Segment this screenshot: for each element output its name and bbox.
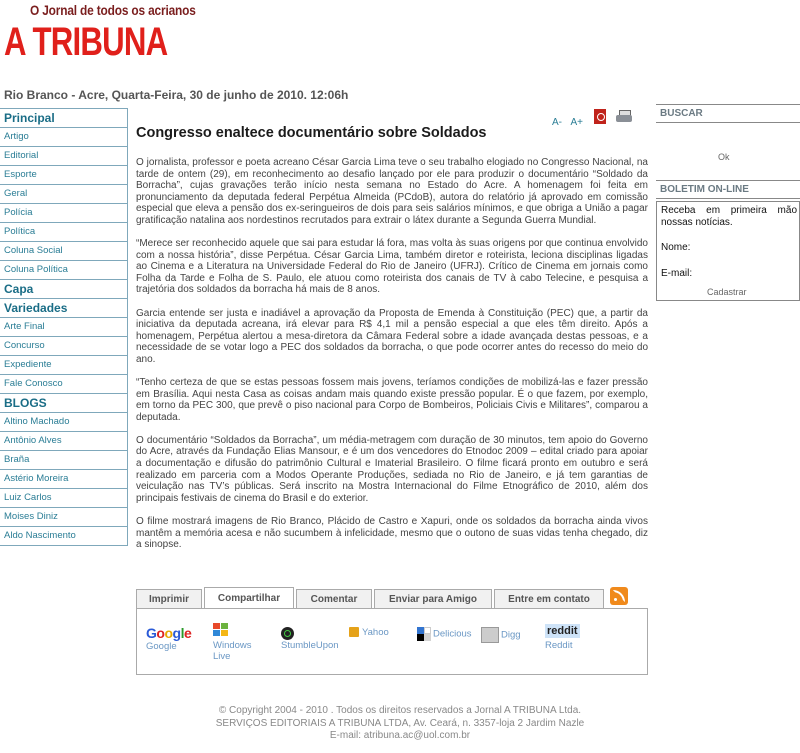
nav-item-altino-machado[interactable]: Altino Machado [0, 413, 128, 432]
share-stumbleupon[interactable] [281, 627, 339, 651]
reddit-logo-icon: reddit [547, 625, 578, 637]
newsletter-email-label: E-mail: [661, 268, 693, 279]
font-smaller-button[interactable]: A- [552, 117, 562, 128]
footer-email[interactable]: E-mail: atribuna.ac@uol.com.br [329, 730, 471, 741]
share-reddit-label: Reddit [545, 640, 573, 651]
tab-entre-em-contato[interactable]: Entre em contato [494, 589, 604, 609]
share-google[interactable] [146, 625, 191, 652]
printer-icon[interactable] [616, 110, 632, 124]
digg-icon [481, 627, 499, 643]
nav-item-coluna-politica[interactable]: Coluna Política [0, 261, 128, 280]
tab-imprimir[interactable]: Imprimir [136, 589, 202, 609]
article-toolbar [552, 112, 587, 130]
pdf-icon[interactable] [594, 109, 606, 124]
article-paragraph: “Merece ser reconhecido aquele que sai para estudar lá fora, mas volta às suas origens por que continua envolvido com a nossa história”, disse Perpétua. César Garcia Lima, também diretor e roteirista, leciona disciplinas ligadas ao Cinema e a Literatura na Universidade Federal do Rio de Janeiro (UFRJ). Crítico de Cinema em jornais como Folha da Tarde e Folha de S. Paulo, ele atuou como roteirista dos canais de TV à cabo Telecine, e pesquisa a trajetória dos soldados da borracha há mais de 8 anos. [136, 238, 648, 296]
nav-item-fale-conosco[interactable]: Fale Conosco [0, 375, 128, 394]
share-delicious[interactable] [417, 627, 472, 641]
share-yahoo-label: Yahoo [362, 627, 389, 638]
newsletter-name-label: Nome: [661, 242, 691, 253]
newsletter-heading: BOLETIM ON-LINE [656, 180, 800, 199]
share-windows-live[interactable] [213, 623, 261, 662]
share-yahoo[interactable] [349, 627, 389, 638]
newsletter-submit-button[interactable]: Cadastrar [707, 287, 747, 297]
article-paragraph: O documentário “Soldados da Borracha”, um média-metragem com duração de 30 minutos, tem apoio do Governo do Acre, através da Fundação Elias Mansour, e é um dos vencedores do Etnodoc 2009 – edital criado para apoiar a documentação e difusão do patrimônio Cultural e Imaterial Brasileiro. O filme ficará pronto em outubro e será realizado em parceria com a Modos Operante Produções, sediada no Rio de Janeiro, e já tem garantias de veiculação nas TV’s públicas. Será inscrito na Mostra Internacional do Filme Etnográfico de 2010, além dos principais festivais de cinema do Brasil e do exterior. [136, 434, 648, 504]
nav-heading-blogs: BLOGS [0, 394, 128, 413]
newsletter-description: Receba em primeira mão nossas notícias. [661, 205, 797, 228]
nav-item-arte-final[interactable]: Arte Final [0, 318, 128, 337]
rss-icon[interactable] [610, 587, 628, 605]
newsletter-form [656, 201, 800, 301]
google-logo-icon: Google [146, 625, 192, 641]
nav-item-expediente[interactable]: Expediente [0, 356, 128, 375]
article-paragraph: O jornalista, professor e poeta acreano César Garcia Lima teve o seu trabalho elogiado no Congresso Nacional, na tarde de ontem (29), em reconhecimento ao desafio lançado por ele para produzir o documentário “Soldado da Borracha”, cujas gravações terão início nesta semana no Estado do Acre. A homenagem foi feita em pronunciamento da deputada federal Perpétua Almeida (PCdoB), autora do relatório já aprovado em comissão especial que eleva a pensão dos ex-seringueiros de dois para seis salários mínimos, e que obriga a União a pagar gratificação natalina aos nordestinos recrutados para extrair o látex durante a Segunda Guerra Mundial. [136, 157, 648, 226]
nav-item-luiz-carlos[interactable]: Luiz Carlos [0, 489, 128, 508]
nav-item-asterio-moreira[interactable]: Astério Moreira [0, 470, 128, 489]
share-reddit[interactable] [545, 625, 580, 651]
article-body [136, 157, 648, 562]
nav-item-moises-diniz[interactable]: Moises Diniz [0, 508, 128, 527]
site-tagline: O Jornal de todos os acrianos [30, 2, 196, 18]
nav-item-brana[interactable]: Braña [0, 451, 128, 470]
stumbleupon-icon [281, 627, 294, 640]
tab-enviar-para-amigo[interactable]: Enviar para Amigo [374, 589, 492, 609]
nav-item-politica[interactable]: Política [0, 223, 128, 242]
article-tabs [136, 587, 632, 609]
nav-item-geral[interactable]: Geral [0, 185, 128, 204]
tab-comentar[interactable]: Comentar [296, 589, 372, 609]
article-paragraph: Garcia entende ser justa e inadiável a aprovação da Proposta de Emenda à Constituição (PEC) que, a partir da iniciativa da deputada acreana, irá elevar para R$ 4,1 mil a pensão especial a que eles têm direito. Após a homenagem, Perpétua alertou a mesa-diretora da Câmara Federal sobre a idade avançada destas pessoas, e a necessidade de se votar logo a PEC dos soldados da borracha, o que pode ocorrer antes do recesso do meio do ano. [136, 307, 648, 365]
article-title: Congresso enaltece documentário sobre Soldados [136, 125, 487, 141]
nav-heading-capa[interactable]: Capa [0, 280, 128, 299]
left-navigation [0, 108, 128, 546]
share-windows-live-label: Windows Live [213, 640, 252, 662]
yahoo-icon [349, 627, 359, 637]
nav-item-concurso[interactable]: Concurso [0, 337, 128, 356]
footer-copyright: © Copyright 2004 - 2010 . Todos os direitos reservados a Jornal A TRIBUNA Ltda. [218, 705, 582, 716]
tab-compartilhar[interactable]: Compartilhar [204, 587, 294, 611]
nav-item-artigo[interactable]: Artigo [0, 128, 128, 147]
article-paragraph: “Tenho certeza de que se estas pessoas fossem mais jovens, teríamos condições de mobilizá-las e fazer pressão em Brasília. Aqui nesta Casa as coisas andam mais quando existe pressão popular. É o que fazem, por exemplo, em torno da PEC 300, que prevê o piso nacional para Corpo de Bombeiros, Policiais Civis e Militares”, comparou a deputada. [136, 377, 648, 423]
share-digg-label: Digg [501, 629, 521, 641]
search-heading: BUSCAR [656, 104, 800, 123]
site-logo[interactable]: A TRIBUNA [4, 20, 168, 64]
nav-item-esporte[interactable]: Esporte [0, 166, 128, 185]
share-panel [136, 608, 648, 675]
search-ok-button[interactable]: Ok [718, 152, 730, 162]
share-delicious-label: Delicious [433, 628, 472, 640]
nav-item-aldo-nascimento[interactable]: Aldo Nascimento [0, 527, 128, 546]
nav-heading-variedades: Variedades [0, 299, 128, 318]
delicious-icon [417, 627, 431, 641]
share-stumbleupon-label: StumbleUpon [281, 640, 339, 651]
nav-item-antonio-alves[interactable]: Antônio Alves [0, 432, 128, 451]
nav-item-coluna-social[interactable]: Coluna Social [0, 242, 128, 261]
share-google-label: Google [146, 641, 177, 652]
footer [0, 705, 800, 743]
windows-icon [213, 623, 229, 637]
article-paragraph: O filme mostrará imagens de Rio Branco, Plácido de Castro e Xapuri, onde os soldados da borracha ainda vivos mantêm a memória acesa e não sucumbem à infelicidade, mesmo que o outono de suas vidas tenha chegado, diz a sinopse. [136, 515, 648, 551]
footer-address: SERVIÇOS EDITORIAIS A TRIBUNA LTDA, Av. Ceará, n. 3357-loja 2 Jardim Nazle [215, 717, 585, 729]
font-larger-button[interactable]: A+ [570, 117, 583, 128]
nav-item-editorial[interactable]: Editorial [0, 147, 128, 166]
nav-heading-principal: Principal [0, 108, 128, 128]
nav-item-policia[interactable]: Polícia [0, 204, 128, 223]
dateline: Rio Branco - Acre, Quarta-Feira, 30 de junho de 2010. 12:06h [4, 88, 349, 102]
share-digg[interactable] [481, 627, 521, 643]
